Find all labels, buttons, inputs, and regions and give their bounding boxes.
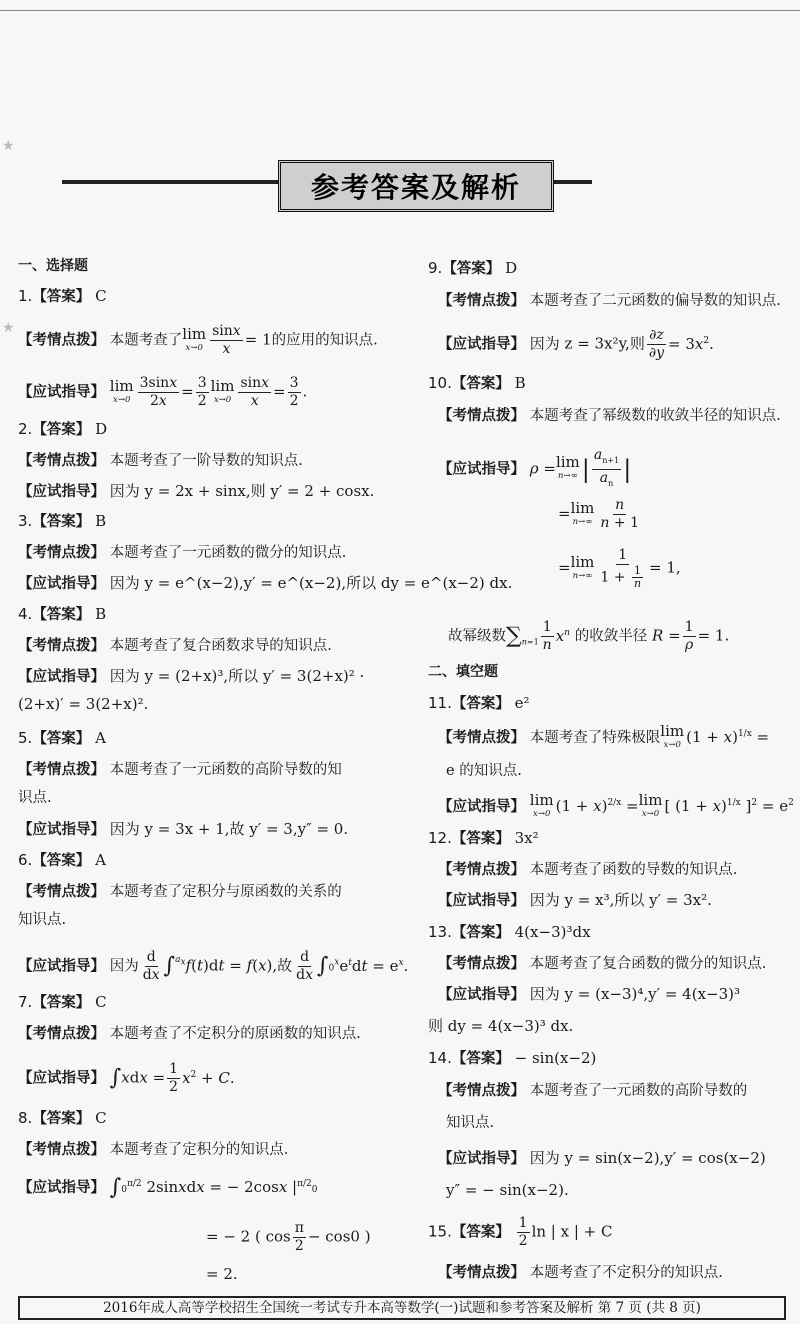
page-title: 参考答案及解析 <box>310 171 521 204</box>
q12-answer-line: 12.【答案】 3x² <box>428 829 539 847</box>
section-heading-fill: 二、填空题 <box>428 664 498 680</box>
q3-guide: 因为 y = e^(x−2),y′ = e^(x−2),所以 dy = e^(x−2) dx. <box>109 574 513 592</box>
q15-answer: ln | x | + C <box>531 1222 613 1241</box>
q9-answer: D <box>505 259 518 277</box>
q5-point1: 本题考查了一元函数的高阶导数的知 <box>109 762 342 778</box>
q14-guide-line: 【应试指导】 因为 y = sin(x−2),y′ = cos(x−2) <box>438 1149 766 1167</box>
q1-point-pre: 本题考查了 <box>109 332 183 349</box>
q5-answer-line: 5.【答案】 A <box>18 729 106 747</box>
q5-point2: 识点. <box>18 790 52 806</box>
q6-answer-line: 6.【答案】 A <box>18 851 106 869</box>
q9-guide-pre: 因为 z = 3x²y,则 <box>529 334 645 353</box>
star-mark: ★ <box>2 138 15 154</box>
q5-point-line: 【考情点拨】 本题考查了一元函数的高阶导数的知 <box>18 762 342 778</box>
q7-answer: C <box>95 993 107 1011</box>
q8-step2-line: = − 2 ( cos $\frac{\pi}{2}$ − cos0 ) <box>206 1220 371 1254</box>
q1-guide-line: 【应试指导】 lim x→0 $\frac{3\sin x}{2x}$ = $\frac{3}{2}$ lim x→0 $\frac{\sin x}{x}$ = $\frac{3}{2}$ . <box>18 375 308 409</box>
q11-point-line: 【考情点拨】 本题考查了特殊极限 lim x→0 $(1 + x)^{1/x}$ = <box>438 722 770 750</box>
q10-step3-line: = lim n→∞ 1 1 + $\frac{1}{n}$ = 1, <box>558 547 681 590</box>
q13-guide-line: 【应试指导】 因为 y = (x−3)⁴,y′ = 4(x−3)³ <box>438 985 741 1003</box>
q13-guide1: 因为 y = (x−3)⁴,y′ = 4(x−3)³ <box>529 985 741 1003</box>
q3-answer-line: 3.【答案】 B <box>18 512 107 530</box>
q6-answer: A <box>95 851 106 869</box>
q1-number: 1. <box>18 287 33 305</box>
q11-answer: e² <box>514 694 530 712</box>
q6-guide-line: 【应试指导】 因为 $\frac{d}{dx}$ ∫$^{ax}$f(t)dt = f(x),故 $\frac{d}{dx}$ $\int 0^xe^tdt = e^x$. <box>18 949 409 983</box>
q4-point: 本题考查了复合函数求导的知识点. <box>109 638 332 654</box>
q12-answer: 3x² <box>514 829 539 847</box>
q6-point-line: 【考情点拨】 本题考查了定积分与原函数的关系的 <box>18 884 342 900</box>
q12-point: 本题考查了函数的导数的知识点. <box>529 862 738 878</box>
q6-point2: 知识点. <box>18 912 67 928</box>
q13-guide-line2 <box>428 1015 573 1037</box>
q6-guide-pre: 因为 <box>109 958 139 975</box>
q9-point-line: 【考情点拨】 本题考查了二元函数的偏导数的知识点. <box>438 293 781 309</box>
q2-guide: 因为 y = 2x + sinx,则 y′ = 2 + cosx. <box>109 482 375 500</box>
q2-answer: D <box>95 420 108 438</box>
q9-point: 本题考查了二元函数的偏导数的知识点. <box>529 293 781 309</box>
q1-point-line: 【考情点拨】 本题考查了 lim x→0 $\frac{\sin x}{x}$ = 1的应用的知识点. <box>18 323 378 357</box>
q3-answer: B <box>95 512 107 530</box>
q8-point-line: 【考情点拨】 本题考查了定积分的知识点. <box>18 1142 289 1158</box>
point-label: 【考情点拨】 <box>18 332 105 349</box>
q4-answer: B <box>95 605 107 623</box>
q8-step3-line <box>206 1263 238 1285</box>
q14-guide2: y″ = − sin(x−2). <box>446 1181 569 1199</box>
q2-point: 本题考查了一阶导数的知识点. <box>109 453 303 469</box>
q10-conclusion-line: 故幂级数$\sum_{n=1}$ $\frac{1}{n}$ $x^n$ 的收敛半径 R = $\frac{1}{\rho}$ = 1. <box>448 619 730 653</box>
q2-guide-line: 【应试指导】 因为 y = 2x + sinx,则 y′ = 2 + cosx. <box>18 482 375 500</box>
q7-point: 本题考查了不定积分的原函数的知识点. <box>109 1026 361 1042</box>
q13-guide2: 则 dy = 4(x−3)³ dx. <box>428 1017 574 1035</box>
q4-answer-line: 4.【答案】 B <box>18 605 107 623</box>
q4-guide2: (2+x)′ = 3(2+x)². <box>18 695 149 713</box>
q13-point-line: 【考情点拨】 本题考查了复合函数的微分的知识点. <box>438 956 767 972</box>
q5-answer: A <box>95 729 106 747</box>
q6-point-line2 <box>18 908 66 931</box>
q9-answer-line: 9.【答案】 D <box>428 259 518 277</box>
q1-answer-line <box>18 285 107 308</box>
q8-answer: C <box>95 1109 107 1127</box>
q4-guide-line: 【应试指导】 因为 y = (2+x)³,所以 y′ = 3(2+x)² · <box>18 667 365 685</box>
q13-answer: 4(x−3)³dx <box>514 923 591 941</box>
q13-answer-line: 13.【答案】 4(x−3)³dx <box>428 923 591 941</box>
q15-point: 本题考查了不定积分的知识点. <box>529 1265 723 1281</box>
q10-point: 本题考查了幂级数的收敛半径的知识点. <box>529 408 781 424</box>
q11-guide-line: 【应试指导】 lim x→0 $(1 + x)^{2/x}$ = lim x→0 [ $(1 + x)^{1/x}$ ]$^2 = e^2$ <box>438 791 794 819</box>
q2-answer-line: 2.【答案】 D <box>18 420 108 438</box>
q1-answer: C <box>95 287 107 305</box>
q10-concl-pre: 故幂级数 <box>448 628 506 645</box>
q14-answer-line: 14.【答案】 − sin(x−2) <box>428 1049 597 1067</box>
guide-label: 【应试指导】 <box>18 384 105 401</box>
q15-answer-line: 15.【答案】 $\frac{1}{2}$ ln | x | + C <box>428 1215 613 1249</box>
q10-step2-line: = lim n→∞ $\frac{n}{n + 1}$ <box>558 497 639 531</box>
q3-point: 本题考查了一元函数的微分的知识点. <box>109 545 347 561</box>
q10-concl-mid: 的收敛半径 <box>574 628 648 645</box>
q4-point-line: 【考情点拨】 本题考查了复合函数求导的知识点. <box>18 638 332 654</box>
q1-frac: $\frac{\sin x}{x}$ <box>212 323 241 357</box>
q10-answer: B <box>514 374 526 392</box>
q7-answer-line: 7.【答案】 C <box>18 993 107 1011</box>
q1-result: $\frac{3}{2}$ <box>289 375 299 409</box>
q14-point1: 本题考查了一元函数的高阶导数的 <box>529 1083 748 1099</box>
q5-point-line2 <box>18 786 52 809</box>
q3-point-line: 【考情点拨】 本题考查了一元函数的微分的知识点. <box>18 545 347 561</box>
q8-answer-line: 8.【答案】 C <box>18 1109 107 1127</box>
q14-guide1: 因为 y = sin(x−2),y′ = cos(x−2) <box>529 1149 766 1167</box>
q1-lim: lim x→0 <box>182 324 207 353</box>
q11-answer-line: 11.【答案】 e² <box>428 694 530 712</box>
q9-guide-line: 【应试指导】 因为 z = 3x²y,则 $\frac{\partial z}{\partial y}$ = $3x^2$. <box>438 327 714 361</box>
answer-label: 【答案】 <box>32 289 91 305</box>
q7-point-line: 【考情点拨】 本题考查了不定积分的原函数的知识点. <box>18 1026 361 1042</box>
q14-point-line: 【考情点拨】 本题考查了一元函数的高阶导数的 <box>438 1083 748 1099</box>
q11-point2: e 的知识点. <box>446 763 522 779</box>
q12-point-line: 【考情点拨】 本题考查了函数的导数的知识点. <box>438 862 738 878</box>
q8-guide-line: 【应试指导】 $\int 0^{\pi/2}$ 2sinxdx = − 2cosx $|^{\pi/2}0$ <box>18 1175 318 1200</box>
q4-guide-line2 <box>18 693 148 715</box>
q15-point-line: 【考情点拨】 本题考查了不定积分的知识点. <box>438 1265 723 1281</box>
q6-point1: 本题考查了定积分与原函数的关系的 <box>109 884 342 900</box>
q10-guide-line: 【应试指导】 ρ = lim n→∞ | $\frac{a_{n+1}}{a_n}$ | <box>438 447 632 488</box>
title-box <box>278 160 554 212</box>
q12-guide: 因为 y = x³,所以 y′ = 3x². <box>529 891 712 909</box>
q8-point: 本题考查了定积分的知识点. <box>109 1142 289 1158</box>
q14-point2: 知识点. <box>446 1115 495 1131</box>
q3-guide-line: 【应试指导】 因为 y = e^(x−2),y′ = e^(x−2),所以 dy = e^(x−2) dx. <box>18 574 513 592</box>
q10-point-line: 【考情点拨】 本题考查了幂级数的收敛半径的知识点. <box>438 408 781 424</box>
section-heading-choice: 一、选择题 <box>18 258 88 274</box>
q7-guide-line: 【应试指导】 ∫xdx = $\frac{1}{2}$ $x^2 + C$. <box>18 1061 235 1095</box>
top-rule <box>0 10 800 11</box>
q8-step3: = 2. <box>206 1265 238 1283</box>
q5-guide-line: 【应试指导】 因为 y = 3x + 1,故 y′ = 3,y″ = 0. <box>18 820 349 838</box>
q11-point-line2 <box>446 759 522 782</box>
page-footer: 2016年成人高等学校招生全国统一考试专升本高等数学(一)试题和参考答案及解析 第 7 页 (共 8 页) <box>18 1296 786 1320</box>
q4-guide1: 因为 y = (2+x)³,所以 y′ = 3(2+x)² · <box>109 667 365 685</box>
star-mark: ★ <box>2 320 15 336</box>
q11-point-pre: 本题考查了特殊极限 <box>529 730 661 746</box>
q1-point-post: 的应用的知识点. <box>271 332 378 349</box>
q2-point-line: 【考情点拨】 本题考查了一阶导数的知识点. <box>18 453 303 469</box>
q5-guide: 因为 y = 3x + 1,故 y′ = 3,y″ = 0. <box>109 820 349 838</box>
q14-answer: − sin(x−2) <box>514 1049 597 1067</box>
q14-point-line2 <box>446 1111 494 1134</box>
q12-guide-line: 【应试指导】 因为 y = x³,所以 y′ = 3x². <box>438 891 712 909</box>
q10-answer-line: 10.【答案】 B <box>428 374 526 392</box>
q14-guide-line2 <box>446 1179 569 1201</box>
q13-point: 本题考查了复合函数的微分的知识点. <box>529 956 767 972</box>
